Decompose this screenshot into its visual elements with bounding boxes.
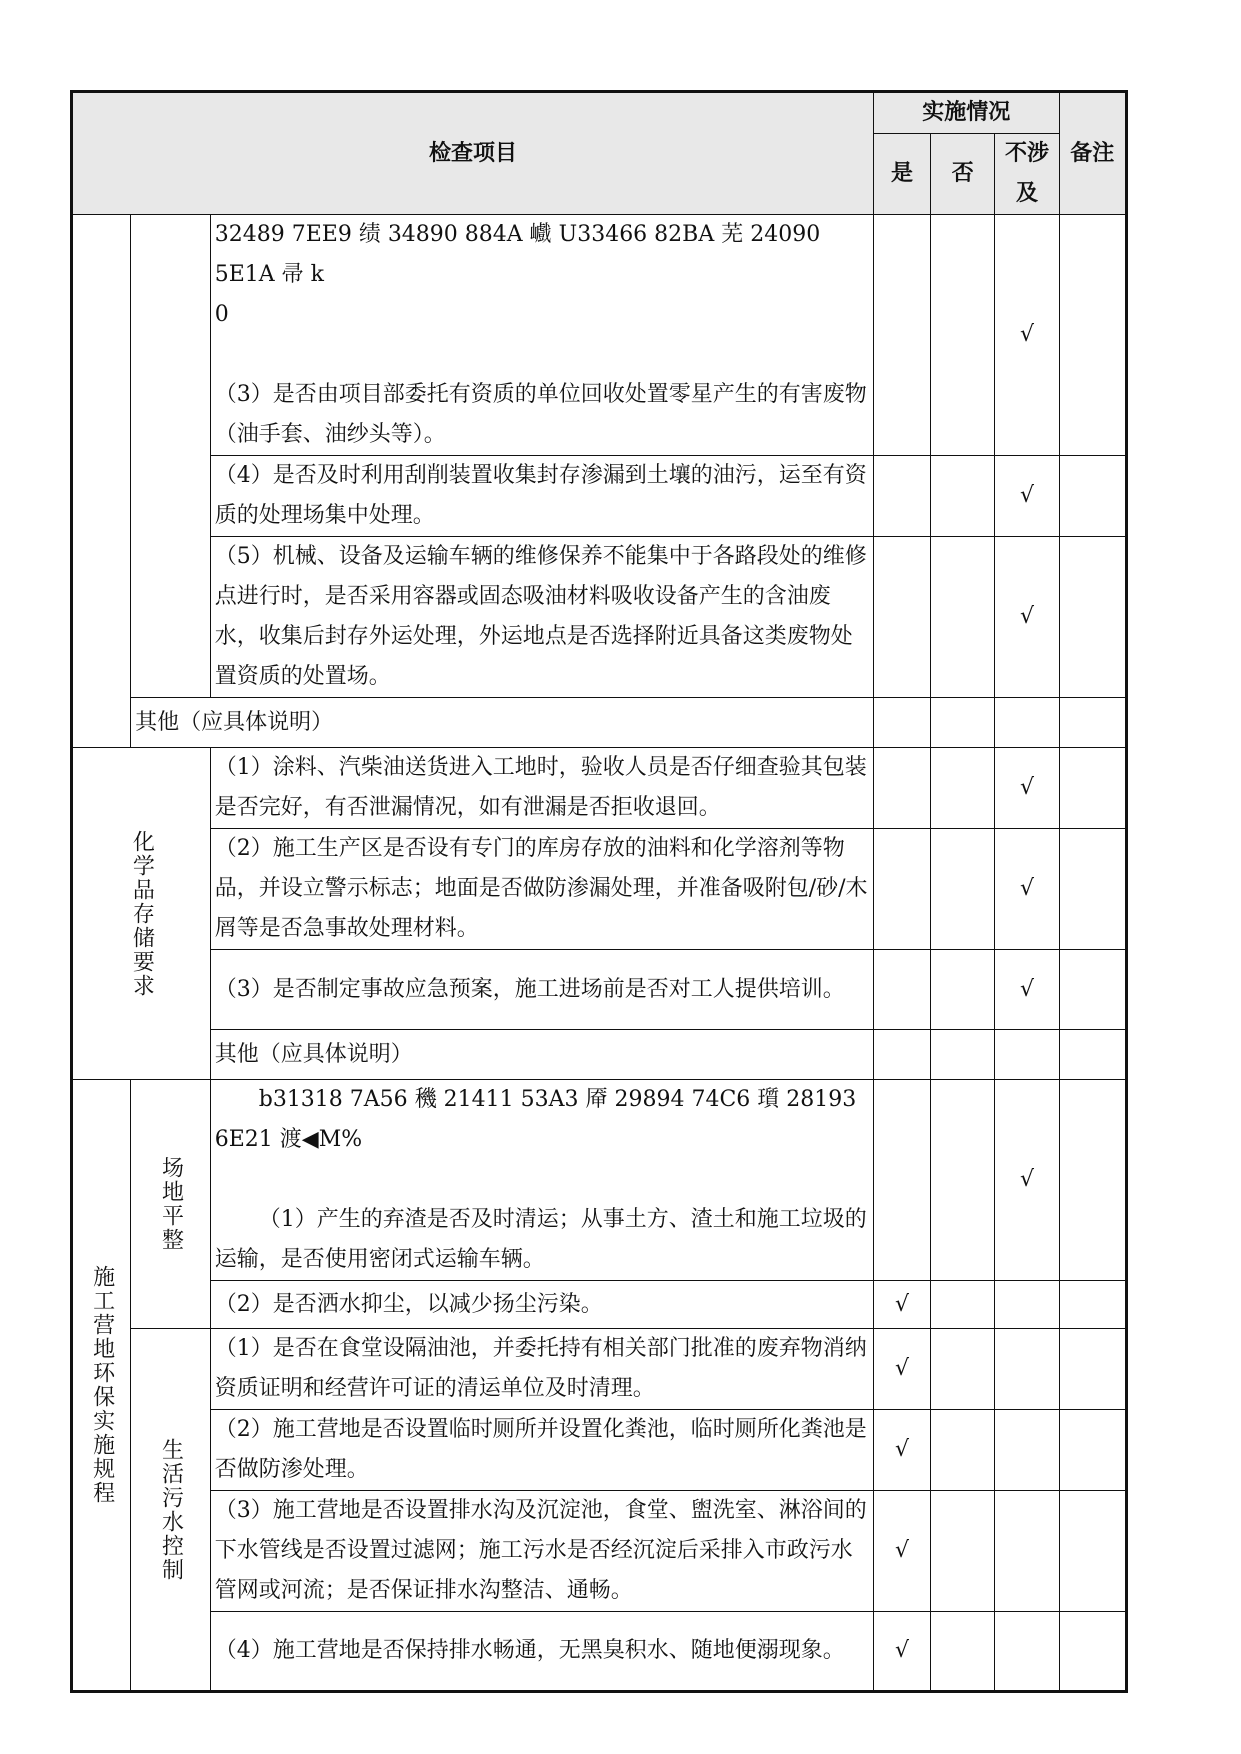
item-text: （2）施工营地是否设置临时厕所并设置化粪池，临时厕所化粪池是否做防渗处理。 xyxy=(210,1410,873,1491)
na-cell[interactable] xyxy=(995,1281,1059,1329)
no-cell[interactable] xyxy=(931,698,995,748)
table-row xyxy=(72,1410,1127,1491)
table-row xyxy=(72,1030,1127,1080)
yes-cell[interactable]: √ xyxy=(873,1281,930,1329)
na-cell[interactable]: √ xyxy=(995,829,1059,950)
yes-cell[interactable]: √ xyxy=(873,1329,930,1410)
table-row xyxy=(72,1281,1127,1329)
header-na xyxy=(995,134,1059,215)
item-text: （3）施工营地是否设置排水沟及沉淀池，食堂、盥洗室、淋浴间的下水管线是否设置过滤网；施工污水是否经沉淀后采排入市政污水管网或河流；是否保证排水沟整洁、通畅。 xyxy=(210,1491,873,1612)
table-row xyxy=(72,950,1127,1030)
header-yes: 是 xyxy=(873,134,930,215)
table-row xyxy=(72,1491,1127,1612)
section-chem-cell xyxy=(72,748,211,1080)
item-text: （2）施工生产区是否设有专门的库房存放的油料和化学溶剂等物品，并设立警示标志；地面是否做防渗漏处理，并准备吸附包/砂/木屑等是否急事故处理材料。 xyxy=(210,829,873,950)
site-cell xyxy=(131,1080,211,1329)
na-cell[interactable]: √ xyxy=(995,215,1059,456)
table-row xyxy=(72,698,1127,748)
section-chem-title: 化学品存储要求 xyxy=(129,829,155,998)
table-row xyxy=(72,1080,1127,1281)
remarks-cell[interactable] xyxy=(1059,456,1126,537)
table-row xyxy=(72,1612,1127,1692)
yes-cell[interactable] xyxy=(873,1080,930,1281)
item-body: （1）产生的弃渣是否及时清运；从事土方、渣土和施工垃圾的运输，是否使用密闭式运输车辆。 xyxy=(214,1207,867,1272)
table-row xyxy=(72,456,1127,537)
item-text: （3）是否制定事故应急预案，施工进场前是否对工人提供培训。 xyxy=(210,950,873,1030)
header-remarks: 备注 xyxy=(1059,92,1126,215)
item-text: （2）是否洒水抑尘，以减少扬尘污染。 xyxy=(210,1281,873,1329)
remarks-cell[interactable] xyxy=(1059,1030,1126,1080)
remarks-cell[interactable] xyxy=(1059,1281,1126,1329)
remarks-cell[interactable] xyxy=(1059,1080,1126,1281)
yes-cell[interactable] xyxy=(873,215,930,456)
inspection-table xyxy=(70,90,1128,1693)
header-no: 否 xyxy=(931,134,995,215)
item-text: （4）是否及时利用刮削装置收集封存渗漏到土壤的油污，运至有资质的处理场集中处理。 xyxy=(210,456,873,537)
remarks-cell[interactable] xyxy=(1059,1329,1126,1410)
no-cell[interactable] xyxy=(931,748,995,829)
section-camp-title: 施工营地环保实施规程 xyxy=(89,1265,115,1505)
na-cell[interactable] xyxy=(995,1612,1059,1692)
no-cell[interactable] xyxy=(931,1491,995,1612)
no-cell[interactable] xyxy=(931,950,995,1030)
table-row xyxy=(72,1329,1127,1410)
table-row xyxy=(72,829,1127,950)
remarks-cell[interactable] xyxy=(1059,748,1126,829)
top-left-blank xyxy=(72,215,131,748)
na-cell[interactable]: √ xyxy=(995,1080,1059,1281)
table-row xyxy=(72,215,1127,456)
na-cell[interactable] xyxy=(995,1329,1059,1410)
yes-cell[interactable]: √ xyxy=(873,1410,930,1491)
no-cell[interactable] xyxy=(931,1080,995,1281)
remarks-cell[interactable] xyxy=(1059,698,1126,748)
item-text xyxy=(210,215,873,456)
garbled-line: 0 xyxy=(214,302,229,327)
item-text: （5）机械、设备及运输车辆的维修保养不能集中于各路段处的维修点进行时，是否采用容器或固态吸油材料吸收设备产生的含油废水，收集后封存外运处理，外运地点是否选择附近具备这类废物处置资质的处置场。 xyxy=(210,537,873,698)
remarks-cell[interactable] xyxy=(1059,950,1126,1030)
na-cell[interactable] xyxy=(995,1491,1059,1612)
na-cell[interactable]: √ xyxy=(995,748,1059,829)
sewage-cell xyxy=(131,1329,211,1692)
top-sub-blank xyxy=(131,215,211,698)
na-cell[interactable]: √ xyxy=(995,537,1059,698)
section-camp-cell xyxy=(72,1080,131,1692)
yes-cell[interactable] xyxy=(873,950,930,1030)
no-cell[interactable] xyxy=(931,1410,995,1491)
garbled-line: b31318 7A56 穖 21411 53A3 厣 29894 74C6 瓆 28193 xyxy=(258,1087,857,1112)
no-cell[interactable] xyxy=(931,1612,995,1692)
na-cell[interactable]: √ xyxy=(995,950,1059,1030)
no-cell[interactable] xyxy=(931,1281,995,1329)
remarks-cell[interactable] xyxy=(1059,537,1126,698)
header-na-line1: 不涉 xyxy=(1004,141,1049,166)
header-implementation: 实施情况 xyxy=(873,92,1059,134)
no-cell[interactable] xyxy=(931,829,995,950)
no-cell[interactable] xyxy=(931,537,995,698)
no-cell[interactable] xyxy=(931,456,995,537)
yes-cell[interactable] xyxy=(873,829,930,950)
item-text: （1）涂料、汽柴油送货进入工地时，验收人员是否仔细查验其包装是否完好，有否泄漏情况，如有泄漏是否拒收退回。 xyxy=(210,748,873,829)
remarks-cell[interactable] xyxy=(1059,1612,1126,1692)
remarks-cell[interactable] xyxy=(1059,1491,1126,1612)
garbled-line: 32489 7EE9 绩 34890 884A 巇 U33466 82BA 芜 24090 5E1A 帚 k xyxy=(214,222,821,287)
yes-cell[interactable] xyxy=(873,748,930,829)
na-cell[interactable] xyxy=(995,1410,1059,1491)
remarks-cell[interactable] xyxy=(1059,215,1126,456)
other-text: 其他（应具体说明） xyxy=(210,1030,873,1080)
garbled-line: 6E21 渡◀M% xyxy=(214,1127,363,1152)
na-cell[interactable] xyxy=(995,1030,1059,1080)
header-row-1 xyxy=(72,92,1127,134)
table-row xyxy=(72,748,1127,829)
no-cell[interactable] xyxy=(931,1329,995,1410)
na-cell[interactable] xyxy=(995,698,1059,748)
header-inspection-item: 检查项目 xyxy=(72,92,874,215)
na-cell[interactable]: √ xyxy=(995,456,1059,537)
item-text: （1）是否在食堂设隔油池，并委托持有相关部门批准的废弃物消纳资质证明和经营许可证的清运单位及时清理。 xyxy=(210,1329,873,1410)
no-cell[interactable] xyxy=(931,215,995,456)
item-text: （4）施工营地是否保持排水畅通，无黑臭积水、随地便溺现象。 xyxy=(210,1612,873,1692)
table-row xyxy=(72,537,1127,698)
yes-cell[interactable] xyxy=(873,698,930,748)
yes-cell[interactable] xyxy=(873,1030,930,1080)
remarks-cell[interactable] xyxy=(1059,829,1126,950)
site-title: 场地平整 xyxy=(158,1156,184,1252)
yes-cell[interactable] xyxy=(873,537,930,698)
item-body: （3）是否由项目部委托有资质的单位回收处置零星产生的有害废物（油手套、油纱头等）。 xyxy=(214,382,867,447)
other-text: 其他（应具体说明） xyxy=(131,698,874,748)
item-text xyxy=(210,1080,873,1281)
yes-cell[interactable] xyxy=(873,456,930,537)
yes-cell[interactable]: √ xyxy=(873,1612,930,1692)
sewage-title: 生活污水控制 xyxy=(158,1437,184,1582)
no-cell[interactable] xyxy=(931,1030,995,1080)
header-na-line2: 及 xyxy=(1015,181,1038,206)
remarks-cell[interactable] xyxy=(1059,1410,1126,1491)
yes-cell[interactable]: √ xyxy=(873,1491,930,1612)
